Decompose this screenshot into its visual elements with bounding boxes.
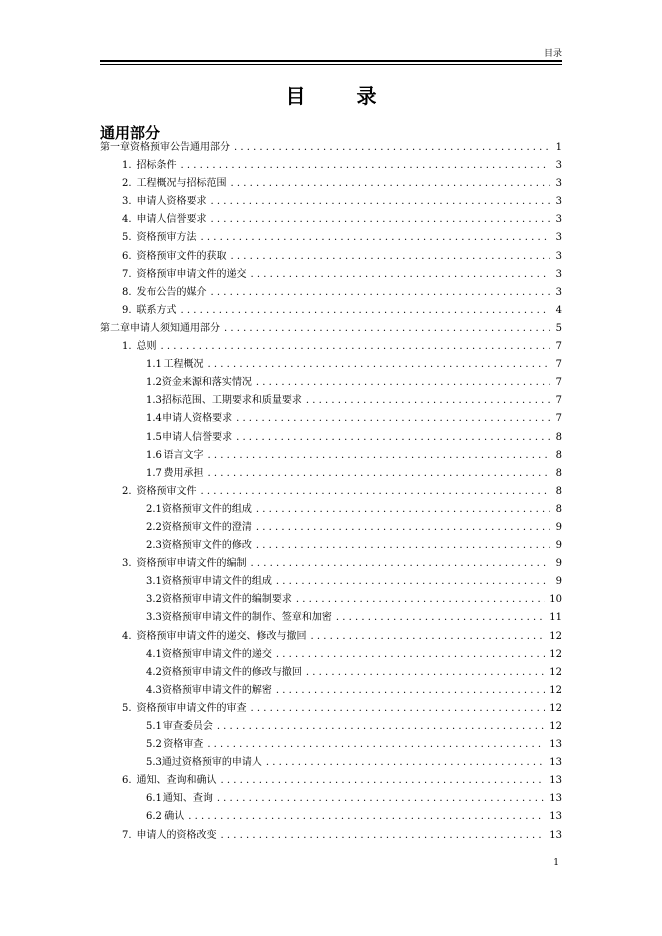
toc-entry-number: 5.3 [146,757,162,769]
page-number: 1 [553,858,559,868]
toc-entry-number: 1.1 [146,359,162,371]
toc-entry[interactable] [100,573,562,591]
toc-entry[interactable] [100,700,562,718]
toc-dot-leader [311,628,546,646]
toc-entry-page: 7 [555,359,562,371]
header-rule-thin [100,64,562,65]
toc-entry-title: 通过资格预审的申请人 [161,757,262,769]
toc-entry[interactable] [100,211,562,229]
toc-entry-page: 8 [555,467,562,479]
toc-dot-leader [276,682,545,700]
toc-entry-title: 申请人信誉要求 [162,431,233,443]
toc-entry-number: 7. [122,829,132,841]
toc-entry-number: 2. [122,178,132,190]
section-heading: 通用部分 [100,124,161,142]
toc-entry[interactable] [100,772,562,790]
toc-entry[interactable] [100,193,562,211]
toc-entry-page: 8 [555,485,562,497]
toc-entry-page: 3 [555,250,562,262]
toc-dot-leader [236,410,550,428]
toc-entry-title: 资格预审申请文件的修改与撤回 [161,666,302,678]
toc-entry-title: 资格预审申请文件的编制 [136,558,247,570]
toc-entry-title: 资格预审方法 [136,232,197,244]
toc-dot-leader [234,139,550,157]
toc-dot-leader [251,266,550,284]
toc-entry[interactable] [100,646,562,664]
toc-entry[interactable] [100,392,562,410]
toc-entry-number: 4.2 [146,666,162,678]
toc-entry-number: 5. [122,702,132,714]
toc-entry-number: 2.2 [146,521,162,533]
toc-entry-number: 2. [122,485,132,497]
toc-entry-page: 3 [555,214,562,226]
toc-entry[interactable] [100,718,562,736]
toc-dot-leader [208,465,550,483]
toc-entry[interactable] [100,229,562,247]
toc-entry-page: 13 [549,775,562,787]
toc-entry-title: 确认 [164,811,185,823]
toc-entry-page: 5 [555,322,562,334]
toc-entry[interactable] [100,483,562,501]
toc-entry-page: 12 [549,702,562,714]
toc-entry-page: 7 [555,341,562,353]
toc-entry-page: 8 [555,449,562,461]
toc-dot-leader [251,700,546,718]
toc-entry-number: 3. [122,558,132,570]
toc-entry-title: 发布公告的媒介 [136,286,207,298]
toc-entry-number: 1.6 [146,449,162,461]
toc-dot-leader [217,718,545,736]
toc-dot-leader [224,320,550,338]
toc-dot-leader [201,483,550,501]
toc-entry-page: 3 [555,268,562,280]
toc-entry-title: 资格预审申请文件的编制要求 [161,594,292,606]
toc-entry[interactable] [100,356,562,374]
toc-entry-number: 4. [122,630,132,642]
toc-entry-page: 3 [555,286,562,298]
toc-entry-page: 1 [555,142,562,153]
toc-entry-number: 8. [122,286,132,298]
toc-entry-page: 11 [549,612,562,624]
toc-entry[interactable] [100,465,562,483]
toc-entry-number: 4. [122,214,132,226]
toc-dot-leader [231,175,550,193]
toc-entry-page: 13 [549,739,562,751]
toc-entry[interactable] [100,628,562,646]
running-header: 目录 [543,49,562,59]
toc-entry-title: 资格预审公告通用部分 [130,142,230,153]
toc-entry-title: 资格审查 [163,739,204,751]
toc-dot-leader [266,754,545,772]
toc-entry-title: 通知、查询和确认 [136,775,217,787]
toc-entry-title: 申请人信誉要求 [136,214,207,226]
toc-entry-title: 资金来源和落实情况 [161,377,252,389]
toc-entry[interactable] [100,754,562,772]
toc-entry-title: 资格预审文件的获取 [136,250,227,262]
toc-entry[interactable] [100,338,562,356]
toc-entry[interactable] [100,139,562,157]
toc-entry-number: 5.1 [146,721,162,732]
toc-entry[interactable] [100,827,562,845]
toc-entry[interactable] [100,374,562,392]
toc-entry-number: 9. [122,304,132,316]
toc-entry-title: 申请人资格要求 [136,196,207,208]
toc-entry-title: 资格预审文件的澄清 [161,521,252,533]
toc-entry-title: 资格预审文件 [136,485,197,497]
toc-entry-title: 资格预审申请文件的递交 [136,268,247,280]
toc-entry-page: 8 [555,431,562,443]
toc-entry-title: 申请人资格要求 [162,413,233,425]
toc-dot-leader [256,537,550,555]
toc-entry-title: 资格预审文件的组成 [161,503,252,515]
toc-entry-title: 资格预审申请文件的审查 [136,702,247,714]
toc-entry[interactable] [100,808,562,826]
toc-entry-number: 6. [122,250,132,262]
toc-dot-leader [181,157,550,175]
toc-entry-page: 13 [549,829,562,841]
toc-entry-title: 资格预审申请文件的组成 [161,576,272,588]
toc-entry-title: 资格预审申请文件的制作、签章和加密 [161,612,332,624]
toc-entry-page: 3 [555,178,562,190]
toc-entry-title: 工程概况 [163,359,204,371]
toc-entry-number: 第一章 [100,142,130,153]
toc-entry-page: 3 [555,232,562,244]
toc-entry-number: 2.3 [146,540,162,552]
toc-entry[interactable] [100,266,562,284]
toc-entry-title: 审查委员会 [162,721,213,732]
toc-entry[interactable] [100,555,562,573]
toc-entry-number: 1.4 [146,413,162,425]
toc-dot-leader [306,664,545,682]
toc-entry-title: 申请人须知通用部分 [130,322,220,334]
toc-entry[interactable] [100,284,562,302]
toc-entry-title: 费用承担 [163,467,204,479]
toc-entry[interactable] [100,410,562,428]
toc-entry-page: 9 [555,540,562,552]
toc-entry-number: 3.2 [146,594,162,606]
toc-entry-page: 13 [549,757,562,769]
toc-entry-number: 3.3 [146,612,162,624]
toc-entry-title: 资格预审文件的修改 [161,540,252,552]
toc-entry-page: 9 [555,576,562,588]
toc-entry-title: 联系方式 [136,304,177,316]
toc-entry-page: 7 [555,377,562,389]
toc-entry[interactable] [100,519,562,537]
toc-entry-number: 5.2 [146,739,162,751]
toc-entry-page: 13 [549,793,562,805]
toc-entry-number: 1. [122,341,132,353]
toc-dot-leader [251,555,550,573]
table-of-contents [100,139,562,845]
toc-entry[interactable] [100,429,562,447]
toc-entry[interactable] [100,664,562,682]
toc-entry-number: 2.1 [146,503,162,515]
toc-entry-number: 6. [122,775,132,787]
toc-entry-page: 7 [555,413,562,425]
toc-dot-leader [208,447,550,465]
toc-entry[interactable] [100,682,562,700]
toc-entry[interactable] [100,501,562,519]
toc-entry[interactable] [100,790,562,808]
toc-entry-title: 招标条件 [136,160,177,172]
toc-entry-page: 13 [549,811,562,823]
toc-dot-leader [211,284,550,302]
toc-dot-leader [217,790,545,808]
toc-entry-page: 10 [549,594,562,606]
toc-dot-leader [296,591,545,609]
toc-dot-leader [231,248,550,266]
toc-entry[interactable] [100,537,562,555]
toc-entry-title: 通知、查询 [162,793,213,805]
toc-dot-leader [256,501,550,519]
toc-entry[interactable] [100,302,562,320]
toc-entry[interactable] [100,320,562,338]
toc-entry-page: 9 [555,558,562,570]
toc-dot-leader [207,736,545,754]
toc-entry-title: 资格预审申请文件的递交 [161,648,272,660]
toc-entry-title: 语言文字 [163,449,204,461]
toc-dot-leader [221,827,546,845]
toc-entry-number: 第二章 [100,322,130,334]
header-rule-thick [100,60,562,62]
toc-entry-number: 7. [122,268,132,280]
toc-entry-title: 工程概况与招标范围 [136,178,227,190]
toc-entry-title: 招标范围、工期要求和质量要求 [161,395,302,407]
toc-dot-leader [236,429,550,447]
toc-dot-leader [256,374,550,392]
toc-entry[interactable] [100,447,562,465]
toc-dot-leader [221,772,546,790]
toc-dot-leader [188,808,545,826]
toc-dot-leader [201,229,550,247]
toc-entry-number: 1.5 [146,431,162,443]
toc-entry-number: 1.7 [146,467,162,479]
toc-entry[interactable] [100,157,562,175]
toc-entry-page: 12 [549,630,562,642]
toc-dot-leader [256,519,550,537]
toc-entry-page: 9 [555,521,562,533]
toc-entry-page: 3 [555,160,562,172]
toc-entry[interactable] [100,248,562,266]
toc-entry-number: 3.1 [146,576,162,588]
toc-entry[interactable] [100,175,562,193]
toc-dot-leader [211,211,550,229]
toc-dot-leader [306,392,550,410]
toc-entry[interactable] [100,609,562,627]
toc-entry-page: 12 [549,648,562,660]
page-title: 目 录 [285,84,399,108]
toc-entry-number: 1. [122,160,132,172]
toc-entry[interactable] [100,736,562,754]
toc-entry-title: 资格预审申请文件的递交、修改与撤回 [136,630,307,642]
toc-entry-title: 资格预审申请文件的解密 [161,684,272,696]
toc-dot-leader [276,573,550,591]
toc-dot-leader [276,646,545,664]
toc-entry-number: 3. [122,196,132,208]
toc-entry-number: 5. [122,232,132,244]
toc-entry-page: 12 [549,721,562,732]
toc-dot-leader [208,356,550,374]
toc-dot-leader [211,193,550,211]
toc-entry-number: 4.3 [146,684,162,696]
toc-entry-title: 总则 [136,341,157,353]
toc-entry-page: 8 [555,503,562,515]
toc-dot-leader [181,302,550,320]
toc-entry-page: 7 [555,395,562,407]
toc-entry-number: 6.2 [146,811,162,823]
toc-entry-number: 6.1 [146,793,162,805]
toc-entry-page: 12 [549,684,562,696]
toc-entry-title: 申请人的资格改变 [136,829,217,841]
toc-entry-page: 12 [549,666,562,678]
toc-entry-page: 3 [555,196,562,208]
toc-dot-leader [161,338,550,356]
toc-entry[interactable] [100,591,562,609]
toc-entry-number: 4.1 [146,648,162,660]
toc-dot-leader [336,609,545,627]
toc-entry-number: 1.3 [146,395,162,407]
toc-entry-page: 4 [555,304,562,316]
toc-entry-number: 1.2 [146,377,162,389]
